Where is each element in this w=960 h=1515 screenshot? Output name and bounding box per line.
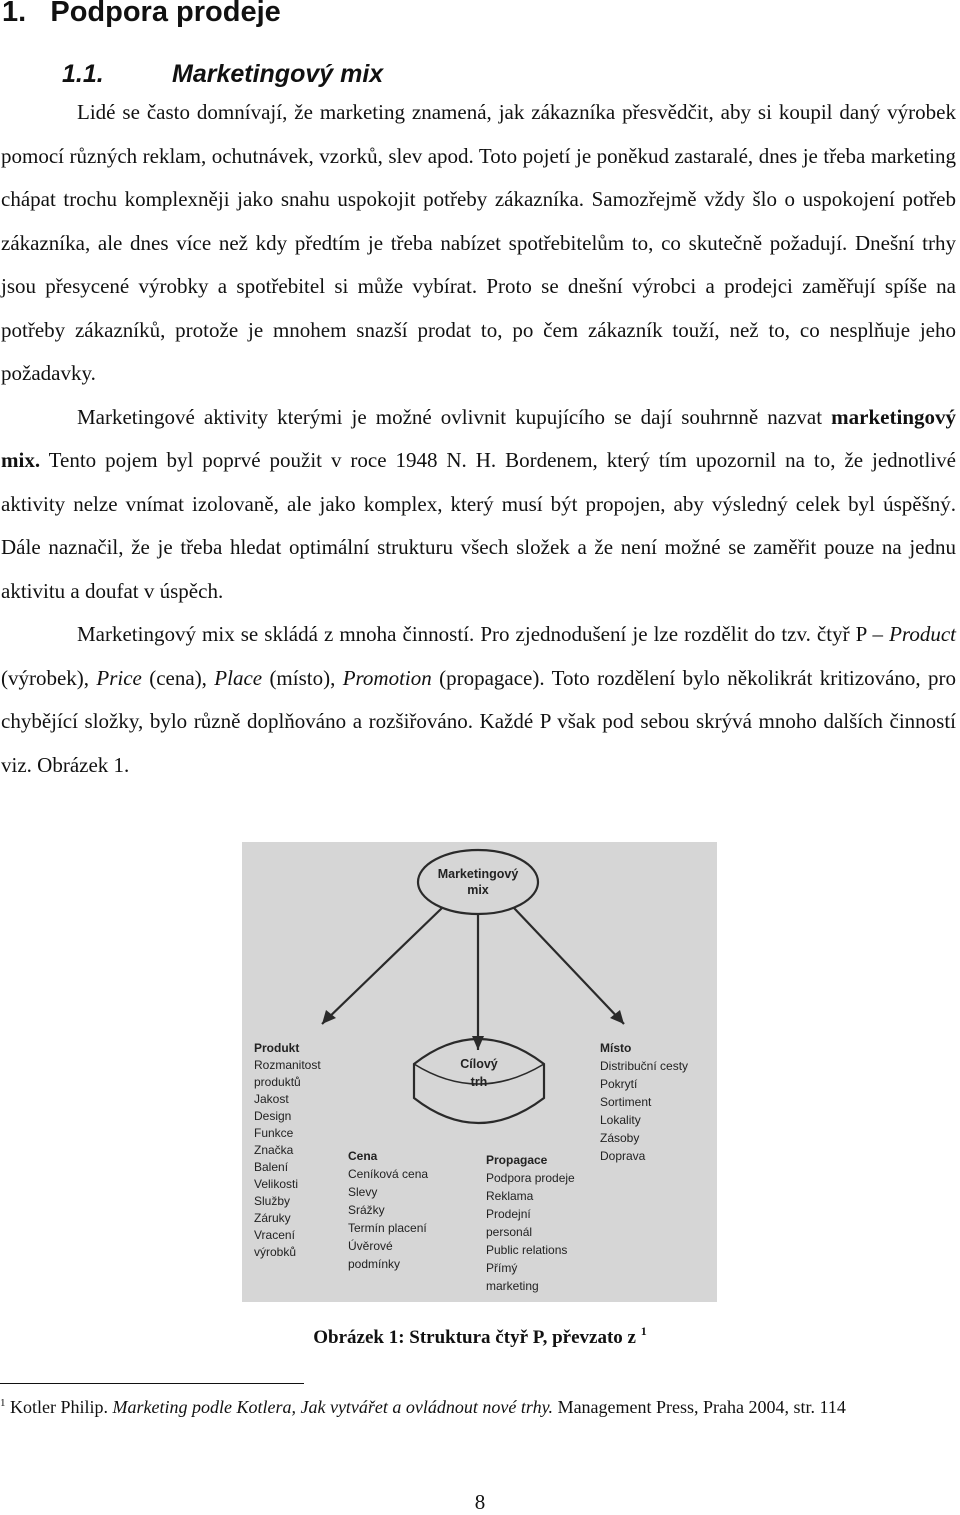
term-place: Place: [214, 665, 263, 690]
node-marketing-mix: [418, 850, 538, 914]
top-node-line-1: Marketingový: [437, 867, 519, 881]
term-price: Price: [96, 665, 142, 690]
arrow-right: [514, 908, 624, 1024]
term-marketing-mix: marketingový mix.: [1, 404, 956, 472]
section-number: 1.1.: [62, 60, 104, 88]
footnote-book-title: Marketing podle Kotlera, Jak vytvářet a ovládnout nové trhy.: [112, 1397, 554, 1417]
footnote-mark: 1: [0, 1397, 6, 1409]
term-promotion: Promotion: [342, 665, 432, 690]
chapter-title: Podpora prodeje: [50, 0, 281, 28]
place-list: Místo Distribuční cesty Pokrytí Sortiment Lokality Zásoby Doprava: [600, 1041, 689, 1163]
center-node-line-2: trh: [470, 1075, 488, 1089]
page-number: 8: [474, 1490, 486, 1514]
footnote: $^1$ Kotler Philip. Marketing podle Kotlera, Jak vytvářet a ovládnout nové trhy. Management Press, Praha 2004, str. 114: [0, 1397, 846, 1417]
section-title: Marketingový mix: [172, 60, 384, 88]
body-text: [1, 91, 956, 787]
paragraph-3: Marketingový mix se skládá z mnoha činností. Pro zjednodušení je lze rozdělit do tzv. čtyř P – Product (výrobek), Price (cena), Place (místo), Promotion (propagace). Toto rozdělení bylo několikrát kritizováno, pro chybějící složky, bylo různě doplňováno a rozšiřováno. Každé P však pod sebou skrývá mnoho dalších činností viz. Obrázek 1.: [1, 622, 956, 777]
top-node-line-2: mix: [467, 883, 489, 897]
figure-caption: Obrázek 1: Struktura čtyř P, převzato z $^1$: [313, 1324, 647, 1348]
section-heading: [62, 56, 383, 92]
chapter-number: 1.: [2, 0, 27, 28]
caption-footnote-ref: 1: [640, 1324, 647, 1338]
product-list: Produkt Rozmanitost produktů Jakost Design Funkce Značka Balení Velikosti Služby Záruky Vracení výrobků: [254, 1041, 321, 1259]
figure-four-p-diagram: [242, 842, 717, 1302]
center-node-line-1: Cílový: [460, 1057, 498, 1071]
arrow-left: [322, 908, 442, 1024]
footnote-divider: [0, 1383, 304, 1384]
promotion-list: Propagace Podpora prodeje Reklama Prodejní personál Public relations Přímý marketing: [486, 1153, 575, 1293]
chapter-heading: [2, 0, 281, 32]
paragraph-2: Marketingové aktivity kterými je možné ovlivnit kupujícího se dají souhrnně nazvat marketingový mix. Tento pojem byl poprvé použit v roce 1948 N. H. Bordenem, který tím upozornil na to, že jednotlivé aktivity nelze vnímat izolovaně, ale jako komplex, který musí být propojen, aby výsledný celek byl úspěšný. Dále naznačil, že je třeba hledat optimální strukturu všech složek a že není možné se zaměřit pouze na jednu aktivitu a doufat v úspěch.: [1, 404, 956, 603]
paragraph-1: Lidé se často domnívají, že marketing znamená, jak zákazníka přesvědčit, aby si koupil daný výrobek pomocí různých reklam, ochutnávek, vzorků, slev apod. Toto pojetí je poněkud zastaralé, dnes je třeba marketing chápat trochu komplexněji jako snahu uspokojit potřeby zákazníka. Samozřejmě vždy šlo o uspokojení potřeb zákazníka, ale dnes více než kdy předtím je třeba nabízet spotřebitelům to, co skutečně požadují. Dnešní trhy jsou přesycené výrobky a spotřebitel si může vybírat. Proto se dnešní výrobci a prodejci zaměřují spíše na potřeby zákazníků, protože je mnohem snazší prodat to, po čem zákazník touží, než to, co nesplňuje jeho požadavky.: [1, 100, 956, 385]
term-product: Product: [889, 622, 956, 646]
price-list: Cena Ceníková cena Slevy Srážky Termín placení Úvěrové podmínky: [348, 1149, 429, 1271]
